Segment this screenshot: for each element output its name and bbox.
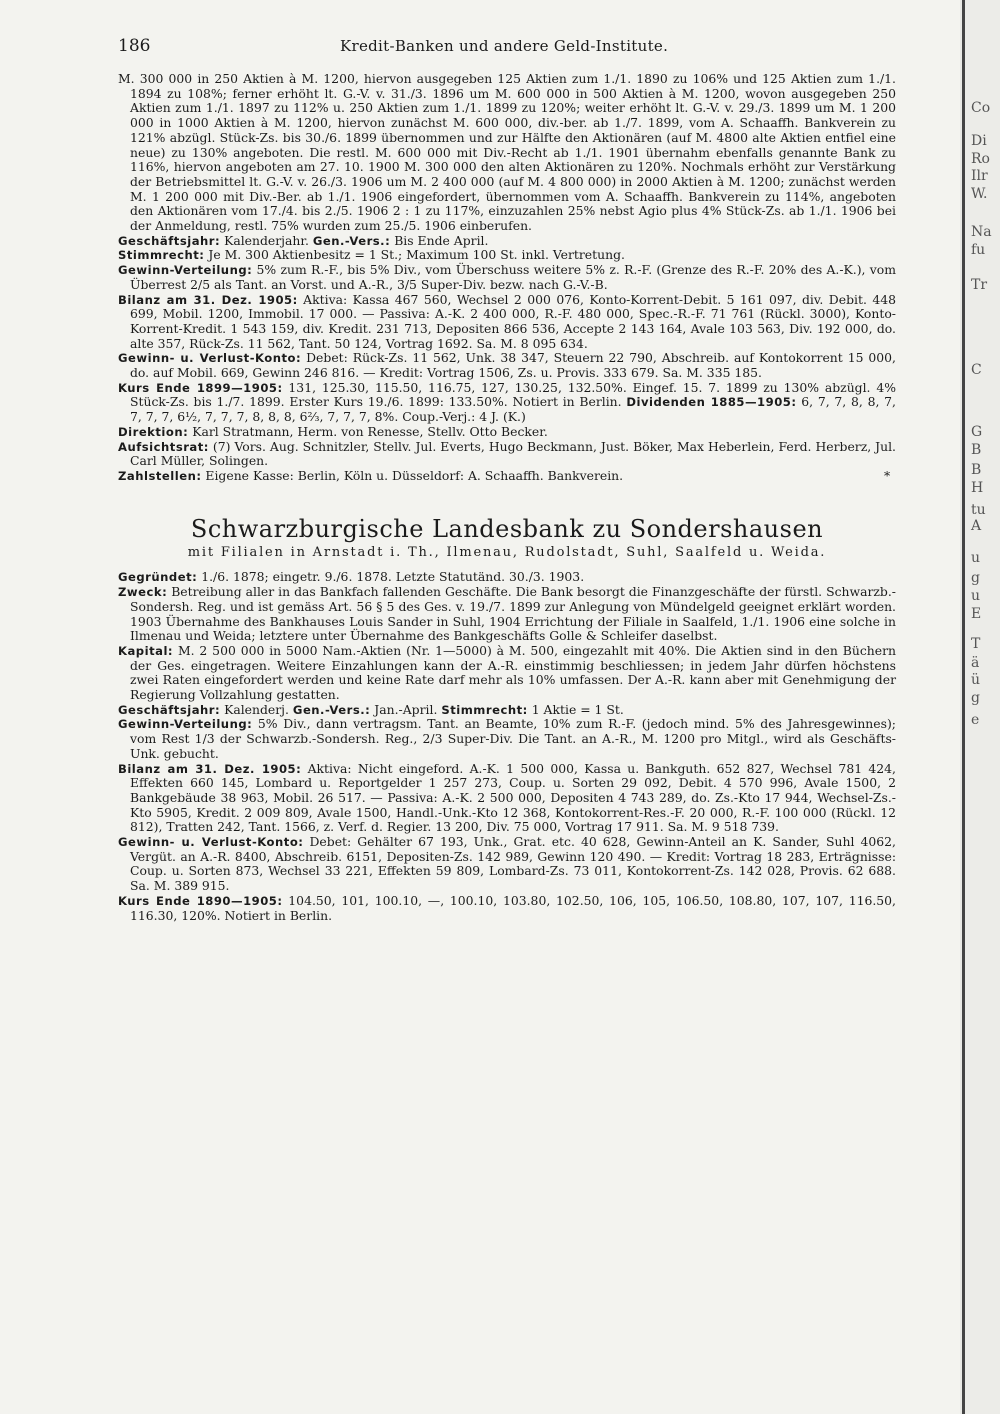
kurs-text: 131, 125.30, 115.50, 116.75, 127, 130.25, 132.50%. Eingef. 15. 7. 1899 zu 130% abzügl. 4% Stück-Zs. bis 1./7. 1899. Erster Kurs 19./6. 1899: 133.50%. Notiert in Berlin. (130, 379, 896, 410)
kurs-2 (118, 894, 896, 923)
aufsichtsrat-label: Aufsichtsrat: (118, 439, 209, 454)
gutter-fragment: u (971, 588, 981, 604)
gutter-fragment: ü (971, 672, 981, 688)
geschaeftsjahr-text: Kalenderjahr. (224, 232, 309, 248)
zweck-label: Zweck: (118, 585, 168, 600)
stimmrecht-text-2: 1 Aktie = 1 St. (531, 701, 624, 717)
geschaeftsjahr-label: Geschäftsjahr: (118, 233, 221, 248)
kurs-label-2: Kurs Ende 1890—1905: (118, 893, 283, 908)
dividenden-label: Dividenden 1885—1905: (626, 395, 797, 410)
gutter-fragment: Ilr (971, 168, 988, 184)
page-header (118, 36, 898, 60)
direktion-text: Karl Stratmann, Herm. von Renesse, Stellv. Otto Becker. (192, 423, 548, 439)
geschaeftsjahr-label-2: Geschäftsjahr: (118, 702, 221, 717)
gutter-fragment: E (971, 606, 982, 622)
gutter-fragment: ä (971, 655, 980, 671)
guv-konto (118, 351, 896, 380)
genvers-label: Gen.-Vers.: (312, 233, 391, 248)
stimmrecht-label: Stimmrecht: (118, 248, 205, 263)
bilanz-text-2: Aktiva: Nicht eingeford. A.-K. 1 500 000, Kassa u. Bankguth. 652 827, Wechsel 781 424, Effekten 660 145, Lombard u. Reportgelder 1 257 273, Coup. u. Sorten 29 092, Debit. 4 570 996, Avale 1500, 2 Bankgebäude 38 963, Mobil. 26 517. — Passiva: A.-K. 2 500 000, Depositen 4 743 289, do. Zs.-Kto 17 944, Wechsel-Zs.-Kto 5905, Kredit. 2 009 809, Avale 1500, Handl.-Unk.-Kto 12 368, Kontokorrent-Res.-F. 20 000, R.-F. 100 000 (Rückl. 12 812), Tratten 242, Tant. 1566, z. Verf. d. Regier. 13 200, Div. 75 000, Vortrag 17 911. Sa. M. 9 518 739. (130, 760, 896, 835)
gutter-fragment: g (971, 690, 980, 706)
direktion-label: Direktion: (118, 424, 189, 439)
bilanz-2 (118, 762, 896, 836)
stimmrecht-label-2: Stimmrecht: (441, 702, 528, 717)
guv-label-2: Gewinn- u. Verlust-Konto: (118, 835, 304, 850)
gutter-fragment: C (971, 362, 982, 378)
gewinn-verteilung-2 (118, 717, 896, 761)
kapital-label: Kapital: (118, 643, 174, 658)
gewinn-verteilung-label: Gewinn-Verteilung: (118, 263, 253, 278)
stimmrecht-line (118, 248, 896, 263)
gewinn-verteilung-text: 5% zum R.-F., bis 5% Div., vom Überschuss weitere 5% z. R.-F. (Grenze des R.-F. 20% des A.-K.), vom Überrest 2/5 als Tant. an Vorst. und A.-R., 3/5 Super-Div. bezw. nach G.-V.-B. (130, 262, 896, 292)
running-title: Kredit-Banken und andere Geld-Institute. (340, 37, 669, 55)
gegruendet (118, 570, 896, 585)
kapital-text: M. 2 500 000 in 5000 Nam.-Aktien (Nr. 1—5000) à M. 500, eingezahlt mit 40%. Die Aktien sind in den Büchern der Ges. eingetragen. Weitere Einzahlungen kann der A.-R. einstimmig beschliessen; in jedem Jahr dürfen höchstens zwei Raten eingefordert werden und keine Rate darf mehr als 10% umfassen. Der A.-R. kann aber mit Genehmigung der Regierung Vollzahlung gestatten. (130, 642, 896, 703)
genvers-text-2: Jan.-April. (374, 701, 438, 717)
gutter-fragment: g (971, 570, 980, 586)
guv-text-2: Debet: Gehälter 67 193, Unk., Grat. etc. 40 628, Gewinn-Anteil an K. Sander, Suhl 4062, Vergüt. an A.-R. 8400, Abschreib. 6151, Depositen-Zs. 142 989, Gewinn 120 490. — Kredit: Vortrag 18 283, Erträgnisse: Coup. u. Sorten 873, Wechsel 33 221, Effekten 59 809, Lombard-Zs. 73 011, Kontokorrent-Zs. 142 028, Provis. 62 688. Sa. M. 389 915. (130, 834, 896, 894)
page-number: 186 (118, 36, 151, 56)
genvers-text: Bis Ende April. (394, 232, 489, 248)
gutter-fragment: W. (971, 186, 988, 202)
gutter-fragment: Di (971, 133, 987, 149)
kurs (118, 381, 896, 425)
gutter-fragment: fu (971, 242, 986, 258)
aufsichtsrat (118, 440, 896, 469)
gutter-fragment: Co (971, 100, 991, 116)
guv-text: Debet: Rück-Zs. 11 562, Unk. 38 347, Steuern 22 790, Abschreib. auf Kontokorrent 15 000, do. auf Mobil. 669, Gewinn 246 816. — Kredit: Vortrag 1506, Zs. u. Provis. 333 679. Sa. M. 335 185. (130, 350, 896, 381)
gutter-fragment: u (971, 550, 981, 566)
dividenden-text: 6, 7, 7, 8, 8, 7, 7, 7, 7, 6½, 7, 7, 7, 8, 8, 8, 6⅔, 7, 7, 7, 8%. Coup.-Verj.: 4 J. (K.) (130, 394, 896, 425)
genvers-label-2: Gen.-Vers.: (292, 702, 371, 717)
bilanz-text: Aktiva: Kassa 467 560, Wechsel 2 000 076, Konto-Korrent-Debit. 5 161 097, div. Debit. 448 699, Mobil. 1200, Immobil. 17 000. — Passiva: A.-K. 2 400 000, R.-F. 480 000, Spec.-R.-F. 71 761 (Rückl. 3000), Konto-Korrent-Kredit. 1 543 159, div. Kredit. 231 713, Depositen 866 536, Accepte 2 143 164, Avale 103 563, Div. 192 000, do. alte 357, Rück-Zs. 11 562, Tant. 50 124, Vortrag 1692. Sa. M. 8 095 634. (130, 291, 896, 351)
zweck-text: Betreibung aller in das Bankfach fallenden Geschäfte. Die Bank besorgt die Finanzgeschäfte der fürstl. Schwarzb.-Sondersh. Reg. und ist gemäss Art. 56 § 5 des Ges. v. 19./7. 1899 zur Anlegung von Mündelgeld geeignet erklärt worden. 1903 Übernahme des Bankhauses Louis Sander in Suhl, 1904 Errichtung der Filiale in Saalfeld, 1./1. 1906 eine solche in Ilmenau und Weida; letztere unter Übernahme des Bankgeschäfts Golle & Schleifer daselbst. (130, 584, 896, 644)
gutter-fragment: Tr (971, 277, 988, 293)
zahlstellen-label: Zahlstellen: (118, 468, 202, 483)
gutter-fragment: tu (971, 502, 986, 518)
gegruendet-text: 1./6. 1878; eingetr. 9./6. 1878. Letzte Statutänd. 30./3. 1903. (201, 569, 585, 585)
gutter-fragment: A (971, 518, 982, 534)
gegruendet-label: Gegründet: (118, 570, 198, 585)
gutter-fragment: H (971, 480, 984, 496)
gutter-fragment: B (971, 442, 982, 458)
gutter-fragment: T (971, 636, 981, 652)
capital-paragraph: M. 300 000 in 250 Aktien à M. 1200, hiervon ausgegeben 125 Aktien zum 1./1. 1890 zu 106% und 125 Aktien zum 1./1. 1894 zu 108%; ferner erhöht lt. G.-V. v. 31./3. 1896 um M. 600 000 in 500 Aktien à M. 1200, wovon ausgegeben 250 Aktien zum 1./1. 1897 zu 112% u. 250 Aktien zum 1./1. 1899 zu 120%; weiter erhöht lt. G.-V. v. 29./3. 1899 um M. 1 200 000 in 1000 Aktien à M. 1200, hiervon zunächst M. 600 000, div.-ber. ab 1./7. 1899, vom A. Schaaffh. Bankverein zu 121% abzügl. Stück-Zs. bis 30./6. 1899 übernommen und zur Hälfte den Aktionären (auf M. 4800 alte Aktien entfiel eine neue) zu 130% angeboten. Die restl. M. 600 000 mit Div.-Recht ab 1./1. 1901 übernahm ebenfalls genannte Bank zu 116%, hiervon angeboten am 27. 10. 1900 M. 300 000 den alten Aktionären zu 120%. Nochmals erhöht zur Verstärkung der Betriebsmittel lt. G.-V. v. 26./3. 1906 um M. 2 400 000 (auf M. 4 800 000) in 2000 Aktien à M. 1200; zunächst werden M. 1 200 000 mit Div.-Ber. ab 1./1. 1906 eingefordert, übernommen vom A. Schaaffh. Bankverein zu 114%, angeboten den Aktionären vom 17./4. bis 2./5. 1906 2 : 1 zu 117%, einzuzahlen 25% nebst Agio plus 4% Stück-Zs. ab 1./1. 1906 bei der Anmeldung, restl. 75% wurden zum 25./5. 1906 einberufen. (118, 71, 896, 234)
guv-label: Gewinn- u. Verlust-Konto: (118, 351, 302, 366)
entry-continued (118, 72, 896, 484)
zweck (118, 585, 896, 644)
gewinn-verteilung (118, 263, 896, 292)
bilanz (118, 293, 896, 352)
entry-schwarzburgische-landesbank (118, 514, 896, 924)
guv-konto-2 (118, 835, 896, 894)
adjacent-page-gutter (962, 0, 1000, 1414)
gewinn-verteilung-label-2: Gewinn-Verteilung: (118, 717, 253, 732)
direktion (118, 425, 896, 440)
gutter-fragment: Na (971, 224, 992, 240)
gewinn-verteilung-text-2: 5% Div., dann vertragsm. Tant. an Beamte, 10% zum R.-F. (jedoch mind. 5% des Jahresgewinnes); vom Rest 1/3 der Schwarzb.-Sondersh. Reg., 2/3 Super-Div. Die Tant. an A.-R., M. 1200 pro Mitgl., wird als Geschäfts-Unk. gebucht. (130, 716, 896, 761)
aufsichtsrat-text: (7) Vors. Aug. Schnitzler, Stellv. Jul. Everts, Hugo Beckmann, Just. Böker, Max Heberlein, Ferd. Herberz, Jul. Carl Müller, Solingen. (130, 438, 896, 469)
gutter-fragment: G (971, 424, 983, 440)
kurs-label: Kurs Ende 1899—1905: (118, 380, 283, 395)
kapital (118, 644, 896, 703)
kurs-text-2: 104.50, 101, 100.10, —, 100.10, 103.80, 102.50, 106, 105, 106.50, 108.80, 107, 107, 116.50, 116.30, 120%. Notiert in Berlin. (130, 892, 897, 923)
geschaeftsjahr-line-2 (118, 703, 896, 718)
zahlstellen: Zahlstellen: Eigene Kasse: Berlin, Köln u. Düsseldorf: A. Schaaffh. Bankverein. * (118, 467, 891, 483)
gutter-fragment: Ro (971, 151, 990, 167)
bilanz-label-2: Bilanz am 31. Dez. 1905: (118, 761, 302, 776)
geschaeftsjahr-text-2: Kalenderj. (224, 701, 289, 717)
bank-subtitle: mit Filialen in Arnstadt i. Th., Ilmenau, Rudolstadt, Suhl, Saalfeld u. Weida. (187, 544, 827, 560)
geschaeftsjahr-line (118, 234, 896, 249)
zahlstellen-text: Eigene Kasse: Berlin, Köln u. Düsseldorf: A. Schaaffh. Bankverein. (205, 467, 624, 483)
page-content (118, 72, 896, 923)
gutter-fragment: e (971, 712, 980, 728)
gutter-fragment: B (971, 462, 982, 478)
bilanz-label: Bilanz am 31. Dez. 1905: (118, 292, 298, 307)
bank-title: Schwarzburgische Landesbank zu Sondershausen (190, 514, 824, 543)
stimmrecht-text: Je M. 300 Aktienbesitz = 1 St.; Maximum 100 St. inkl. Vertretung. (208, 247, 625, 263)
